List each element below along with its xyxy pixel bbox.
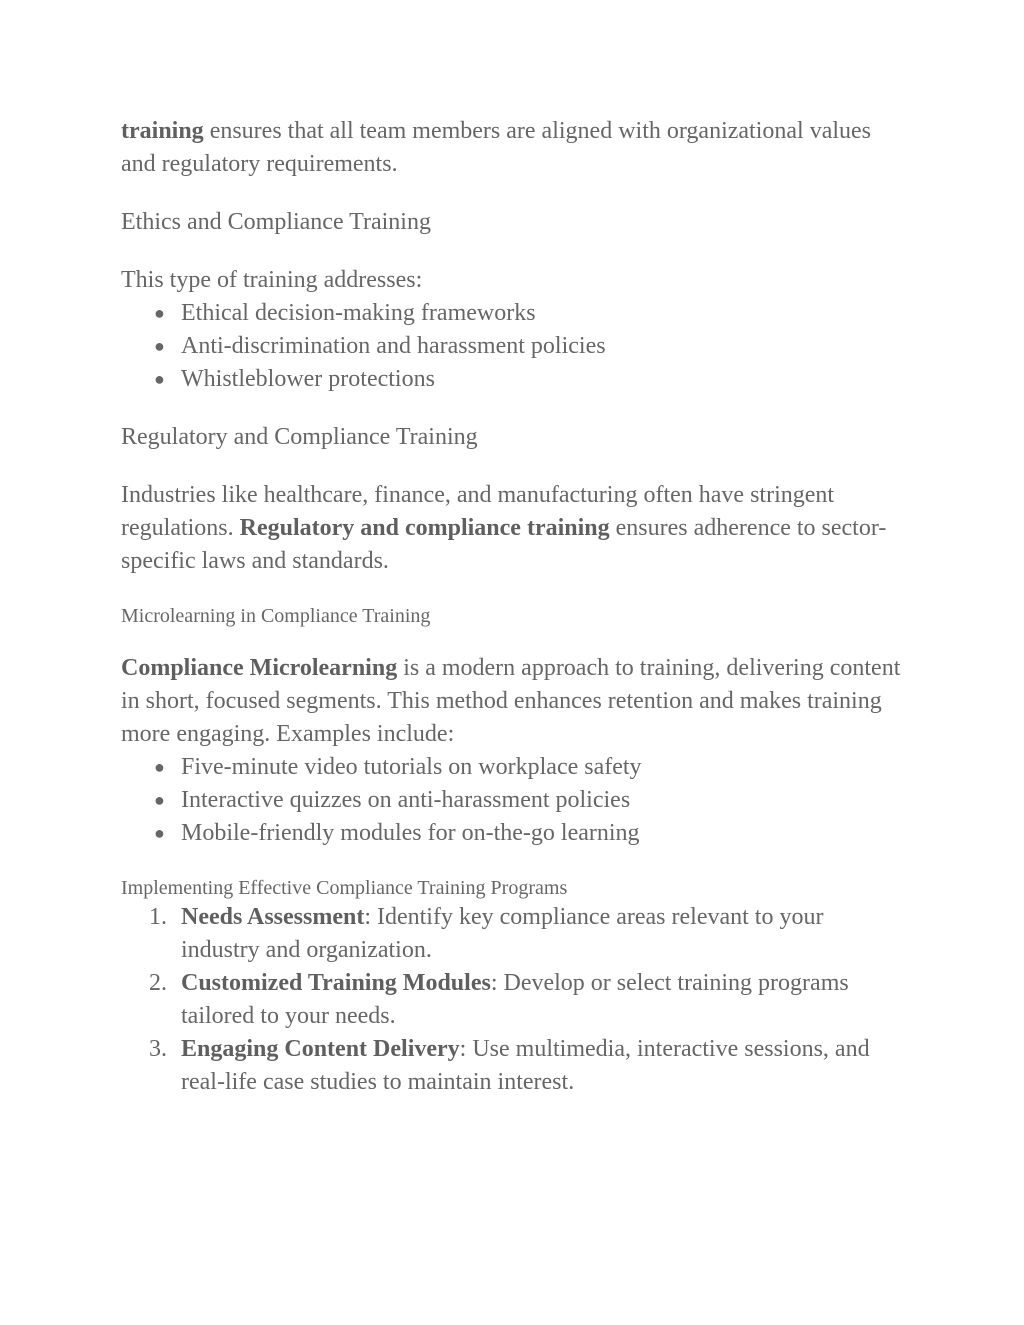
bullet-icon: ● [154, 369, 165, 389]
list-item-text: Ethical decision-making frameworks [181, 300, 536, 326]
heading-microlearning: Microlearning in Compliance Training [121, 605, 431, 627]
document-page [121, 115, 901, 1099]
ethics-list [121, 297, 901, 396]
list-item [121, 363, 901, 396]
list-item [121, 330, 901, 363]
step-item [121, 1033, 901, 1099]
bullet-icon: ● [154, 790, 165, 810]
implementing-steps [121, 901, 901, 1099]
heading-implementing: Implementing Effective Compliance Training Programs [121, 877, 568, 899]
ethics-intro: This type of training addresses: [121, 267, 423, 293]
step-item [121, 967, 901, 1033]
bullet-icon: ● [154, 336, 165, 356]
list-item-text: Anti-discrimination and harassment policies [181, 333, 606, 359]
step-text: : Identify key compliance areas relevant to your industry and organization. [181, 904, 824, 963]
list-item [121, 751, 901, 784]
step-title: Engaging Content Delivery [181, 1036, 460, 1062]
microlearning-paragraph [121, 652, 901, 751]
regulatory-text-before: Industries like healthcare, finance, and manufacturing often have stringent regulations. [121, 482, 835, 541]
bullet-icon: ● [154, 823, 165, 843]
microlearning-text: is a modern approach to training, delivering content in short, focused segments. This method enhances retention and makes training more engaging. Examples include: [121, 655, 901, 747]
bullet-icon: ● [154, 303, 165, 323]
list-item-text: Mobile-friendly modules for on-the-go learning [181, 820, 640, 846]
list-item [121, 297, 901, 330]
step-title: Customized Training Modules [181, 970, 491, 996]
list-item-text: Five-minute video tutorials on workplace safety [181, 754, 642, 780]
microlearning-list [121, 751, 901, 850]
intro-text: ensures that all team members are aligned with organizational values and regulatory requirements. [121, 118, 872, 177]
microlearning-bold: Compliance Microlearning [121, 655, 398, 681]
step-text: : Use multimedia, interactive sessions, and real-life case studies to maintain interest. [181, 1036, 870, 1095]
list-item [121, 817, 901, 850]
step-number: 2. [149, 970, 167, 996]
regulatory-text-after: ensures adherence to sector-specific laws and standards. [121, 515, 887, 574]
list-item-text: Whistleblower protections [181, 366, 435, 392]
step-number: 1. [149, 904, 167, 930]
heading-regulatory: Regulatory and Compliance Training [121, 424, 478, 450]
step-number: 3. [149, 1036, 167, 1062]
intro-paragraph [121, 115, 901, 181]
regulatory-bold: Regulatory and compliance training [239, 515, 610, 541]
list-item-text: Interactive quizzes on anti-harassment policies [181, 787, 631, 813]
list-item [121, 784, 901, 817]
heading-ethics: Ethics and Compliance Training [121, 209, 431, 235]
intro-bold: training [121, 118, 204, 144]
regulatory-paragraph [121, 479, 901, 578]
step-text: : Develop or select training programs tailored to your needs. [181, 970, 849, 1029]
step-title: Needs Assessment [181, 904, 365, 930]
step-item [121, 901, 901, 967]
bullet-icon: ● [154, 757, 165, 777]
